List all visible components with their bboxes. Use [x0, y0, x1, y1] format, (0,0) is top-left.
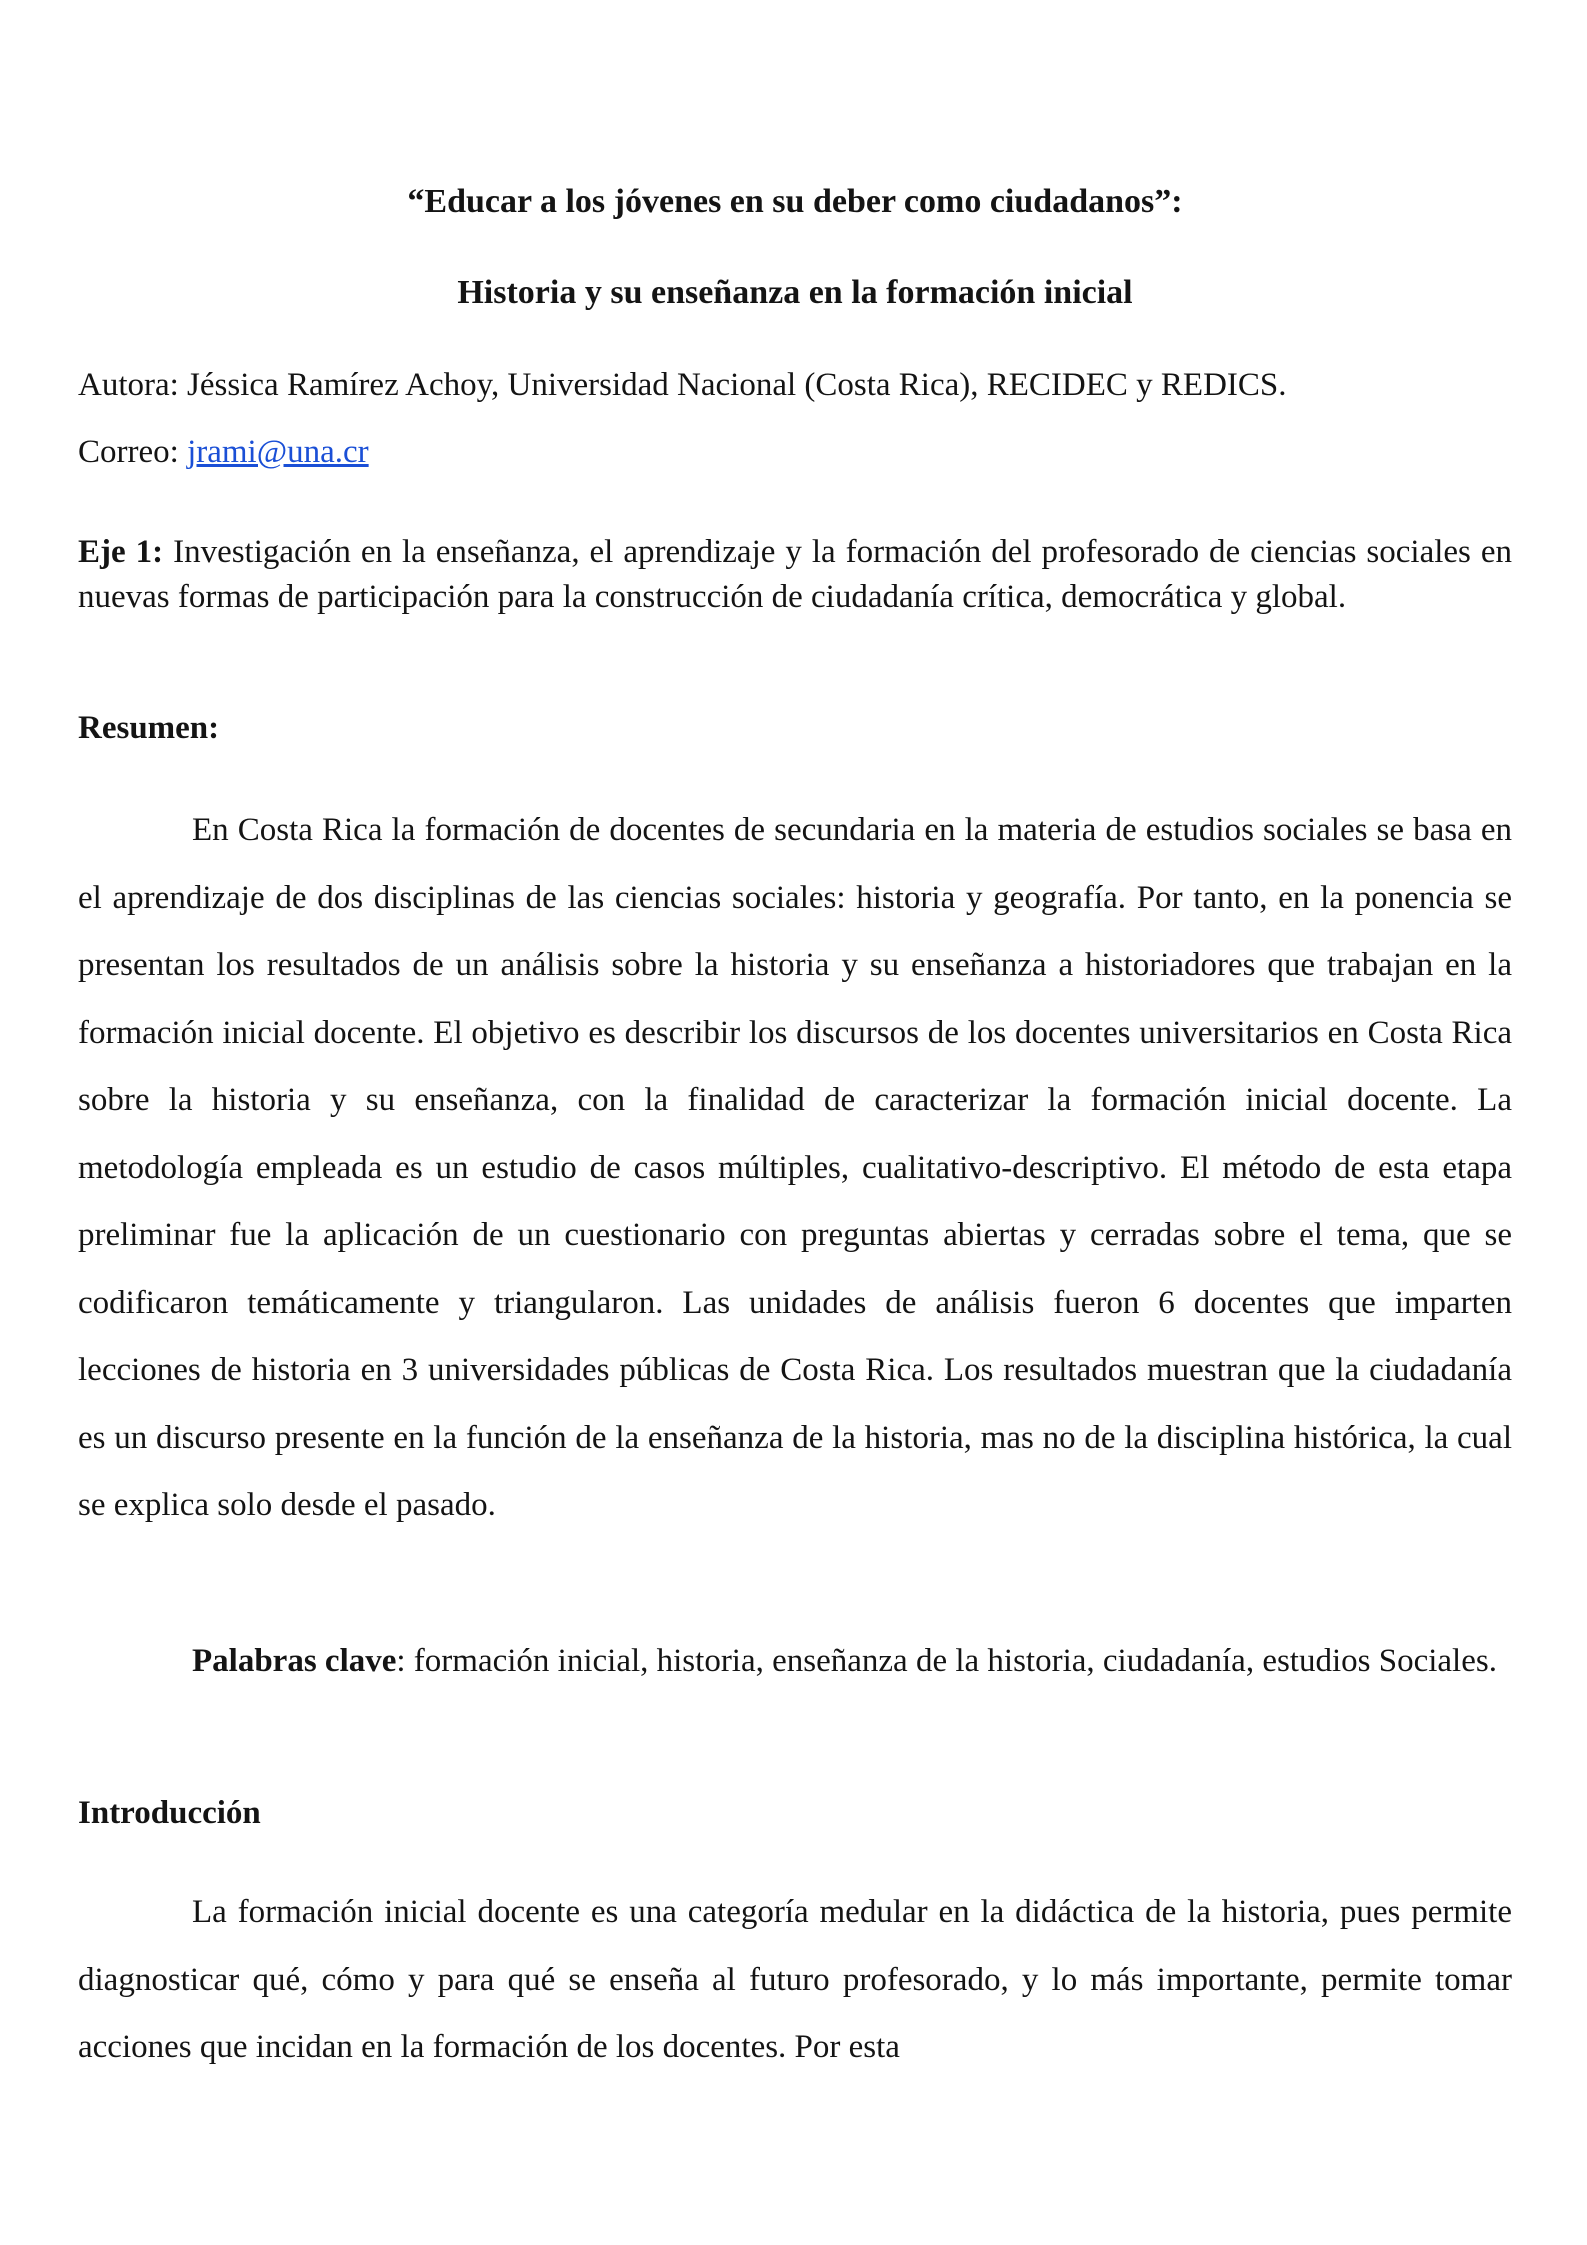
email-label: Correo:	[78, 434, 188, 470]
email-link[interactable]: jrami@una.cr	[187, 434, 369, 470]
abstract-paragraph: En Costa Rica la formación de docentes de secundaria en la materia de estudios sociales se basa en el aprendizaje de dos disciplinas de las ciencias sociales: historia y geografía. Por tanto, en la ponencia se presentan los resultados de un análisis sobre la historia y su enseñanza a historiadores que trabajan en la formación inicial docente. El objetivo es describir los discursos de los docentes universitarios en Costa Rica sobre la historia y su enseñanza, con la finalidad de caracterizar la formación inicial docente. La metodología empleada es un estudio de casos múltiples, cualitativo-descriptivo. El método de esta etapa preliminar fue la aplicación de un cuestionario con preguntas abiertas y cerradas sobre el tema, que se codificaron temáticamente y triangularon. Las unidades de análisis fueron 6 docentes que imparten lecciones de historia en 3 universidades públicas de Costa Rica. Los resultados muestran que la ciudadanía es un discurso presente en la función de la enseñanza de la historia, mas no de la disciplina histórica, la cual se explica solo desde el pasado.	[78, 812, 1512, 1523]
eje-paragraph	[78, 530, 1512, 620]
keywords-label: Palabras clave	[192, 1643, 397, 1679]
introduccion-paragraph: La formación inicial docente es una categoría medular en la didáctica de la historia, pues permite diagnosticar qué, cómo y para qué se enseña al futuro profesorado, y lo más importante, permite tomar acciones que incidan en la formación de los docentes. Por esta	[78, 1894, 1512, 2065]
paper-subtitle: Historia y su enseñanza en la formación inicial	[457, 274, 1133, 311]
eje-text: Investigación en la enseñanza, el aprendizaje y la formación del profesorado de ciencias sociales en nuevas formas de participación para la construcción de ciudadanía crítica, democrática y global.	[78, 534, 1512, 615]
resumen-heading: Resumen:	[78, 710, 220, 746]
keywords-paragraph	[78, 1628, 1512, 1696]
email-line	[78, 432, 1512, 472]
author-line: Autora: Jéssica Ramírez Achoy, Universidad Nacional (Costa Rica), RECIDEC y REDICS.	[78, 367, 1287, 403]
paper-title: “Educar a los jóvenes en su deber como ciudadanos”:	[407, 183, 1183, 220]
introduccion-heading: Introducción	[78, 1795, 261, 1831]
eje-label: Eje 1:	[78, 534, 164, 570]
keywords-text: : formación inicial, historia, enseñanza de la historia, ciudadanía, estudios Sociales.	[396, 1643, 1497, 1679]
